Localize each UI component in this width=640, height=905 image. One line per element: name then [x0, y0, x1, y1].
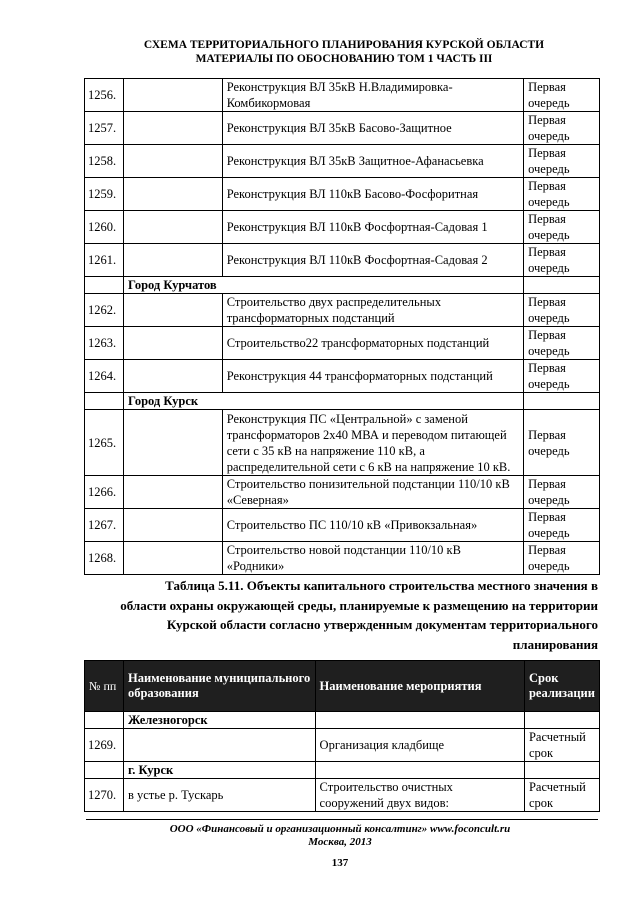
term-cell: Первая очередь	[524, 410, 600, 476]
empty-cell	[524, 712, 599, 729]
empty-cell	[123, 542, 222, 575]
table-row	[85, 779, 600, 812]
environment-table	[84, 660, 600, 812]
power-grid-table	[84, 78, 600, 575]
event-name: Реконструкция ВЛ 110кВ Фосфортная-Садовая 2	[222, 244, 523, 277]
term-cell: Первая очередь	[524, 178, 600, 211]
row-number: 1262.	[85, 294, 124, 327]
row-number: 1269.	[85, 729, 124, 762]
header-num: № пп	[85, 661, 124, 712]
empty-cell	[123, 360, 222, 393]
event-name: Реконструкция ВЛ 35кВ Н.Владимировка-Комбикормовая	[222, 79, 523, 112]
event-name: Строительство двух распределительных трансформаторных подстанций	[222, 294, 523, 327]
empty-cell	[123, 211, 222, 244]
empty-cell	[123, 145, 222, 178]
table-row	[85, 360, 600, 393]
row-number: 1258.	[85, 145, 124, 178]
row-number: 1265.	[85, 410, 124, 476]
table-row	[85, 178, 600, 211]
term-cell: Первая очередь	[524, 145, 600, 178]
empty-cell	[123, 410, 222, 476]
table-row	[85, 112, 600, 145]
header-subtitle: МАТЕРИАЛЫ ПО ОБОСНОВАНИЮ ТОМ 1 ЧАСТЬ III	[195, 53, 493, 65]
document-footer	[80, 823, 600, 849]
header-title: СХЕМА ТЕРРИТОРИАЛЬНОГО ПЛАНИРОВАНИЯ КУРСКОЙ ОБЛАСТИ	[143, 39, 545, 51]
table-row	[85, 145, 600, 178]
table-row	[85, 79, 600, 112]
term-cell: Первая очередь	[524, 112, 600, 145]
city-name: г. Курск	[123, 762, 315, 779]
empty-cell	[315, 712, 524, 729]
footer-company: ООО «Финансовый и организационный консалтинг» www.foconcult.ru	[169, 823, 511, 835]
event-name: Реконструкция ВЛ 35кВ Защитное-Афанасьевка	[222, 145, 523, 178]
term-cell: Первая очередь	[524, 244, 600, 277]
table-header-row	[85, 661, 600, 712]
event-name: Строительство понизительной подстанции 110/10 кВ «Северная»	[222, 476, 523, 509]
event-name: Реконструкция 44 трансформаторных подстанций	[222, 360, 523, 393]
term-cell: Первая очередь	[524, 294, 600, 327]
header-event: Наименование мероприятия	[315, 661, 524, 712]
caption-line-2: области охраны окружающей среды, планируемые к размещению на территории	[120, 597, 598, 613]
row-number: 1270.	[85, 779, 124, 812]
event-name: Строительство новой подстанции 110/10 кВ «Родники»	[222, 542, 523, 575]
empty-cell	[123, 79, 222, 112]
term-cell: Первая очередь	[524, 327, 600, 360]
row-number: 1266.	[85, 476, 124, 509]
table-caption	[110, 576, 598, 654]
table-row	[85, 542, 600, 575]
row-number: 1257.	[85, 112, 124, 145]
empty-cell	[315, 762, 524, 779]
caption-line-1: Таблица 5.11. Объекты капитального строительства местного значения в	[165, 578, 598, 593]
row-number: 1264.	[85, 360, 124, 393]
table-row	[85, 327, 600, 360]
table-row	[85, 410, 600, 476]
municipality-cell	[123, 729, 315, 762]
row-number: 1268.	[85, 542, 124, 575]
event-name: Реконструкция ВЛ 110кВ Фосфортная-Садовая 1	[222, 211, 523, 244]
empty-cell	[85, 712, 124, 729]
term-cell: Расчетный срок	[524, 779, 599, 812]
term-cell: Первая очередь	[524, 360, 600, 393]
term-cell: Первая очередь	[524, 79, 600, 112]
event-name: Реконструкция ВЛ 110кВ Басово-Фосфоритная	[222, 178, 523, 211]
city-row	[85, 762, 600, 779]
city-row	[85, 277, 600, 294]
page-number: 137	[331, 857, 349, 869]
caption-line-4: планирования	[512, 636, 598, 652]
empty-cell	[85, 393, 124, 410]
term-cell: Первая очередь	[524, 211, 600, 244]
event-name: Организация кладбище	[315, 729, 524, 762]
document-header	[80, 38, 608, 66]
term-cell: Расчетный срок	[524, 729, 599, 762]
event-name: Реконструкция ВЛ 35кВ Басово-Защитное	[222, 112, 523, 145]
empty-cell	[85, 277, 124, 294]
empty-cell	[524, 393, 600, 410]
header-municipality: Наименование муниципального образования	[123, 661, 315, 712]
term-cell: Первая очередь	[524, 542, 600, 575]
event-name: Строительство ПС 110/10 кВ «Привокзальная»	[222, 509, 523, 542]
term-cell: Первая очередь	[524, 476, 600, 509]
row-number: 1261.	[85, 244, 124, 277]
row-number: 1259.	[85, 178, 124, 211]
empty-cell	[123, 476, 222, 509]
event-name: Реконструкция ПС «Центральной» с заменой трансформаторов 2х40 МВА и переводом питающей сети с 35 кВ на напряжение 110 кВ, а распределительной сети с 6 кВ на напряжение 10 кВ.	[222, 410, 523, 476]
event-name: Строительство22 трансформаторных подстанций	[222, 327, 523, 360]
table-row	[85, 729, 600, 762]
empty-cell	[123, 509, 222, 542]
table-row	[85, 244, 600, 277]
term-cell: Первая очередь	[524, 509, 600, 542]
city-name: Город Курск	[123, 393, 523, 410]
row-number: 1267.	[85, 509, 124, 542]
caption-line-3: Курской области согласно утвержденным документам территориального	[166, 617, 598, 632]
empty-cell	[123, 244, 222, 277]
empty-cell	[524, 762, 599, 779]
footer-city-year: Москва, 2013	[308, 836, 372, 848]
header-term: Срок реализации	[524, 661, 599, 712]
row-number: 1263.	[85, 327, 124, 360]
empty-cell	[123, 294, 222, 327]
empty-cell	[524, 277, 600, 294]
table-row	[85, 476, 600, 509]
empty-cell	[123, 178, 222, 211]
table-row	[85, 509, 600, 542]
municipality-cell: в устье р. Тускарь	[123, 779, 315, 812]
city-name: Город Курчатов	[123, 277, 523, 294]
table-row	[85, 294, 600, 327]
city-row	[85, 393, 600, 410]
footer-divider	[86, 819, 598, 820]
row-number: 1256.	[85, 79, 124, 112]
table-row	[85, 211, 600, 244]
row-number: 1260.	[85, 211, 124, 244]
city-name: Железногорск	[123, 712, 315, 729]
event-name: Строительство очистных сооружений двух видов:	[315, 779, 524, 812]
empty-cell	[85, 762, 124, 779]
empty-cell	[123, 327, 222, 360]
city-row	[85, 712, 600, 729]
empty-cell	[123, 112, 222, 145]
